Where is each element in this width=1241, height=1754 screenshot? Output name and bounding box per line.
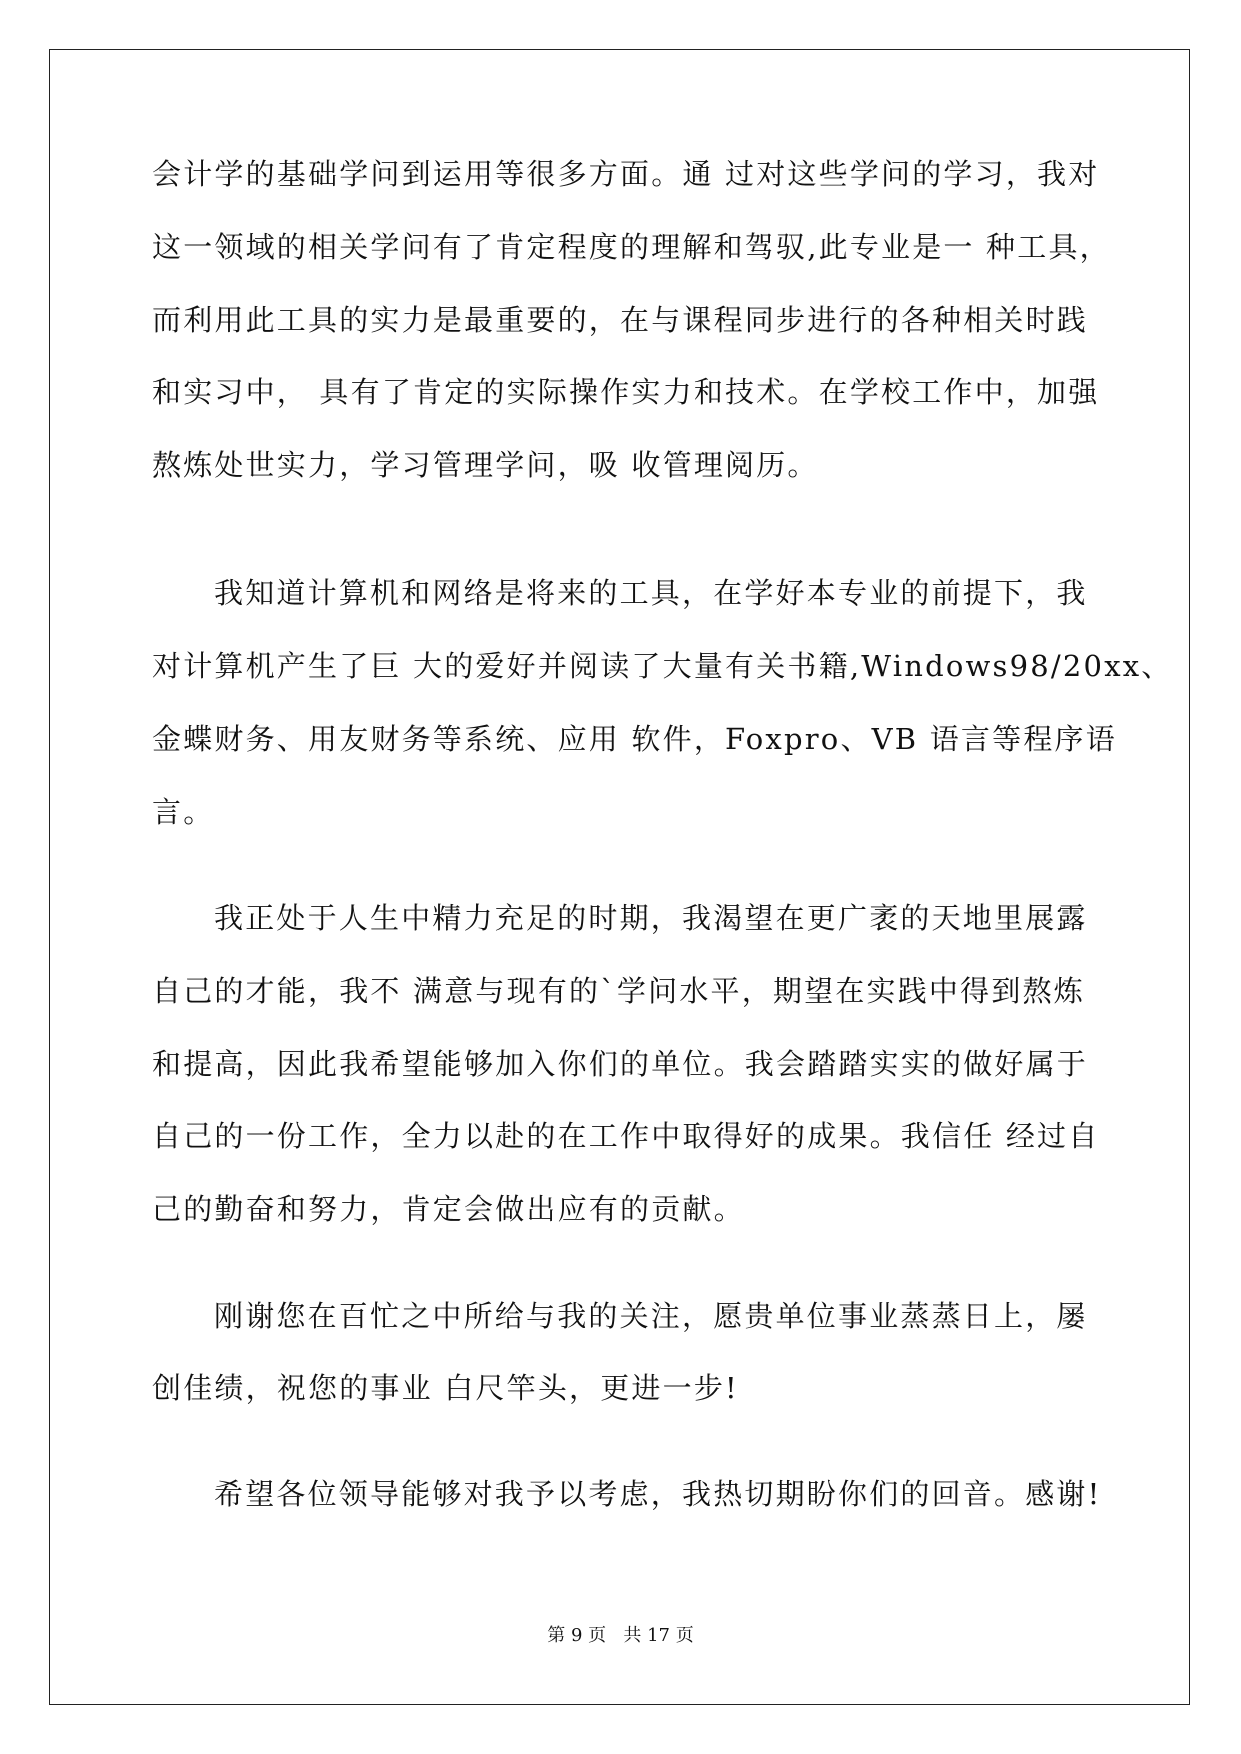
paragraph-5-line-1: 希望各位领导能够对我予以考虑，我热切期盼你们的回音。感谢! (214, 1477, 1102, 1511)
paragraph-2-line-4: 言。 (152, 795, 215, 829)
paragraph-2-line-1: 我知道计算机和网络是将来的工具，在学好本专业的前提下，我 (214, 576, 1088, 610)
paragraph-3-line-3: 和提高，因此我希望能够加入你们的单位。我会踏踏实实的做好属于 (152, 1047, 1089, 1081)
paragraph-3-line-4: 自己的一份工作，全力以赴的在工作中取得好的成果。我信任 经过自 (152, 1119, 1100, 1153)
paragraph-3-line-2: 自己的才能，我不 满意与现有的`学问水平，期望在实践中得到熬炼 (152, 974, 1085, 1008)
text-line-5: 熬炼处世实力，学习管理学问，吸 收管理阅历。 (152, 448, 819, 482)
paragraph-3-line-5: 己的勤奋和努力，肯定会做出应有的贡献。 (152, 1192, 745, 1226)
text-line-2: 这一领域的相关学问有了肯定程度的理解和驾驭,此专业是一 种工具， (152, 230, 1111, 264)
paragraph-2-line-2: 对计算机产生了巨 大的爱好并阅读了大量有关书籍,Windows98/20xx、 (152, 649, 1173, 683)
page-number-footer: 第 9 页 共 17 页 (547, 1625, 694, 1646)
text-line-1: 会计学的基础学问到运用等很多方面。通 过对这些学问的学习，我对 (152, 157, 1100, 191)
paragraph-2-line-3: 金蝶财务、用友财务等系统、应用 软件，Foxpro、VB 语言等程序语 (152, 722, 1117, 756)
text-line-3: 而利用此工具的实力是最重要的，在与课程同步进行的各种相关时践 (152, 303, 1089, 337)
text-line-4: 和实习中， 具有了肯定的实际操作实力和技术。在学校工作中，加强 (152, 375, 1100, 409)
paragraph-4-line-1: 刚谢您在百忙之中所给与我的关注，愿贵单位事业蒸蒸日上，屡 (214, 1299, 1088, 1333)
paragraph-4-line-2: 创佳绩，祝您的事业 白尺竿头，更进一步! (152, 1371, 739, 1405)
page-border (49, 49, 1190, 1705)
paragraph-3-line-1: 我正处于人生中精力充足的时期，我渴望在更广袤的天地里展露 (214, 901, 1088, 935)
